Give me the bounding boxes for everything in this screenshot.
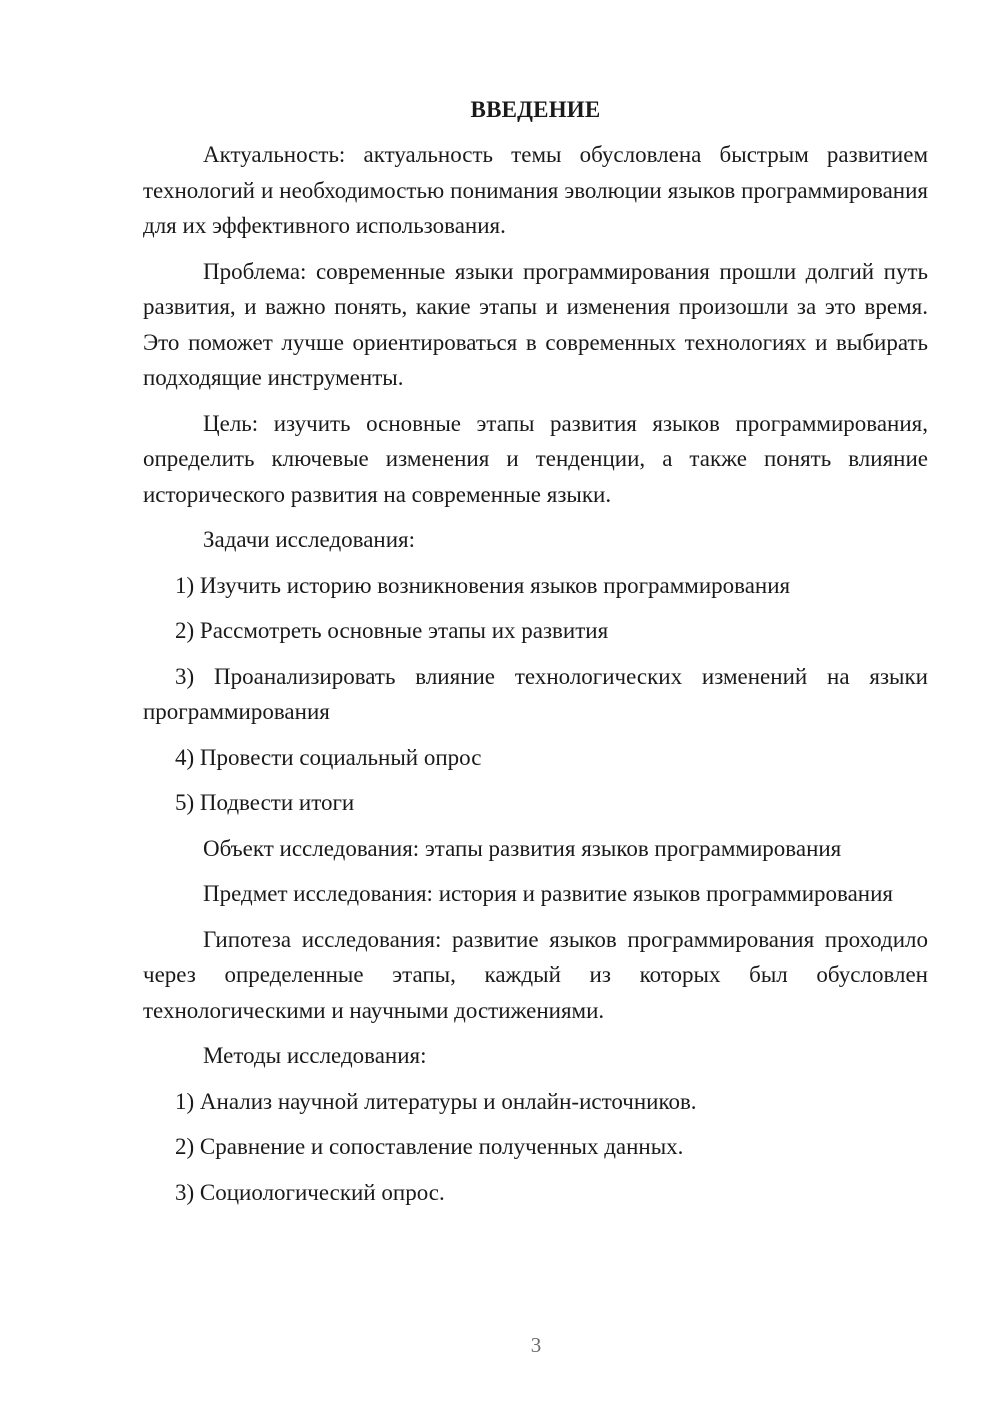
relevance-paragraph: Актуальность: актуальность темы обусловлена быстрым развитием технологий и необходимостью понимания эволюции языков программирования для их эффективного использования. (143, 142, 928, 238)
hypothesis-paragraph: Гипотеза исследования: развитие языков программирования проходило через определенные этапы, каждый из которых был обусловлен технологическими и научными достижениями. (143, 926, 928, 1023)
task-item-1: 1) Изучить историю возникновения языков программирования (175, 572, 791, 598)
task-item-4: 4) Провести социальный опрос (175, 744, 482, 770)
subject-paragraph: Предмет исследования: история и развитие языков программирования (203, 881, 893, 906)
problem-paragraph: Проблема: современные языки программирования прошли долгий путь развития, и важно понять, какие этапы и изменения произошли за это время. Это поможет лучше ориентироваться в современных технологиях и выбирать подходящие инструменты. (143, 258, 928, 390)
method-item-3: 3) Социологический опрос. (175, 1179, 445, 1205)
task-item-2: 2) Рассмотреть основные этапы их развития (175, 618, 609, 643)
object-paragraph: Объект исследования: этапы развития языков программирования (203, 835, 842, 861)
goal-paragraph: Цель: изучить основные этапы развития языков программирования, определить ключевые изменения и тенденции, а также понять влияние исторического развития на современные языки. (143, 410, 928, 507)
method-item-2: 2) Сравнение и сопоставление полученных данных. (175, 1134, 684, 1159)
tasks-heading: Задачи исследования: (203, 527, 416, 552)
method-item-1: 1) Анализ научной литературы и онлайн-источников. (175, 1088, 697, 1114)
page-number: 3 (530, 1333, 542, 1357)
task-item-5: 5) Подвести итоги (175, 790, 355, 815)
page-content (143, 94, 928, 1220)
task-item-3: 3) Проанализировать влияние технологических изменений на языки программирования (143, 663, 928, 724)
section-title: ВВЕДЕНИЕ (470, 97, 601, 122)
methods-heading: Методы исследования: (203, 1043, 427, 1068)
